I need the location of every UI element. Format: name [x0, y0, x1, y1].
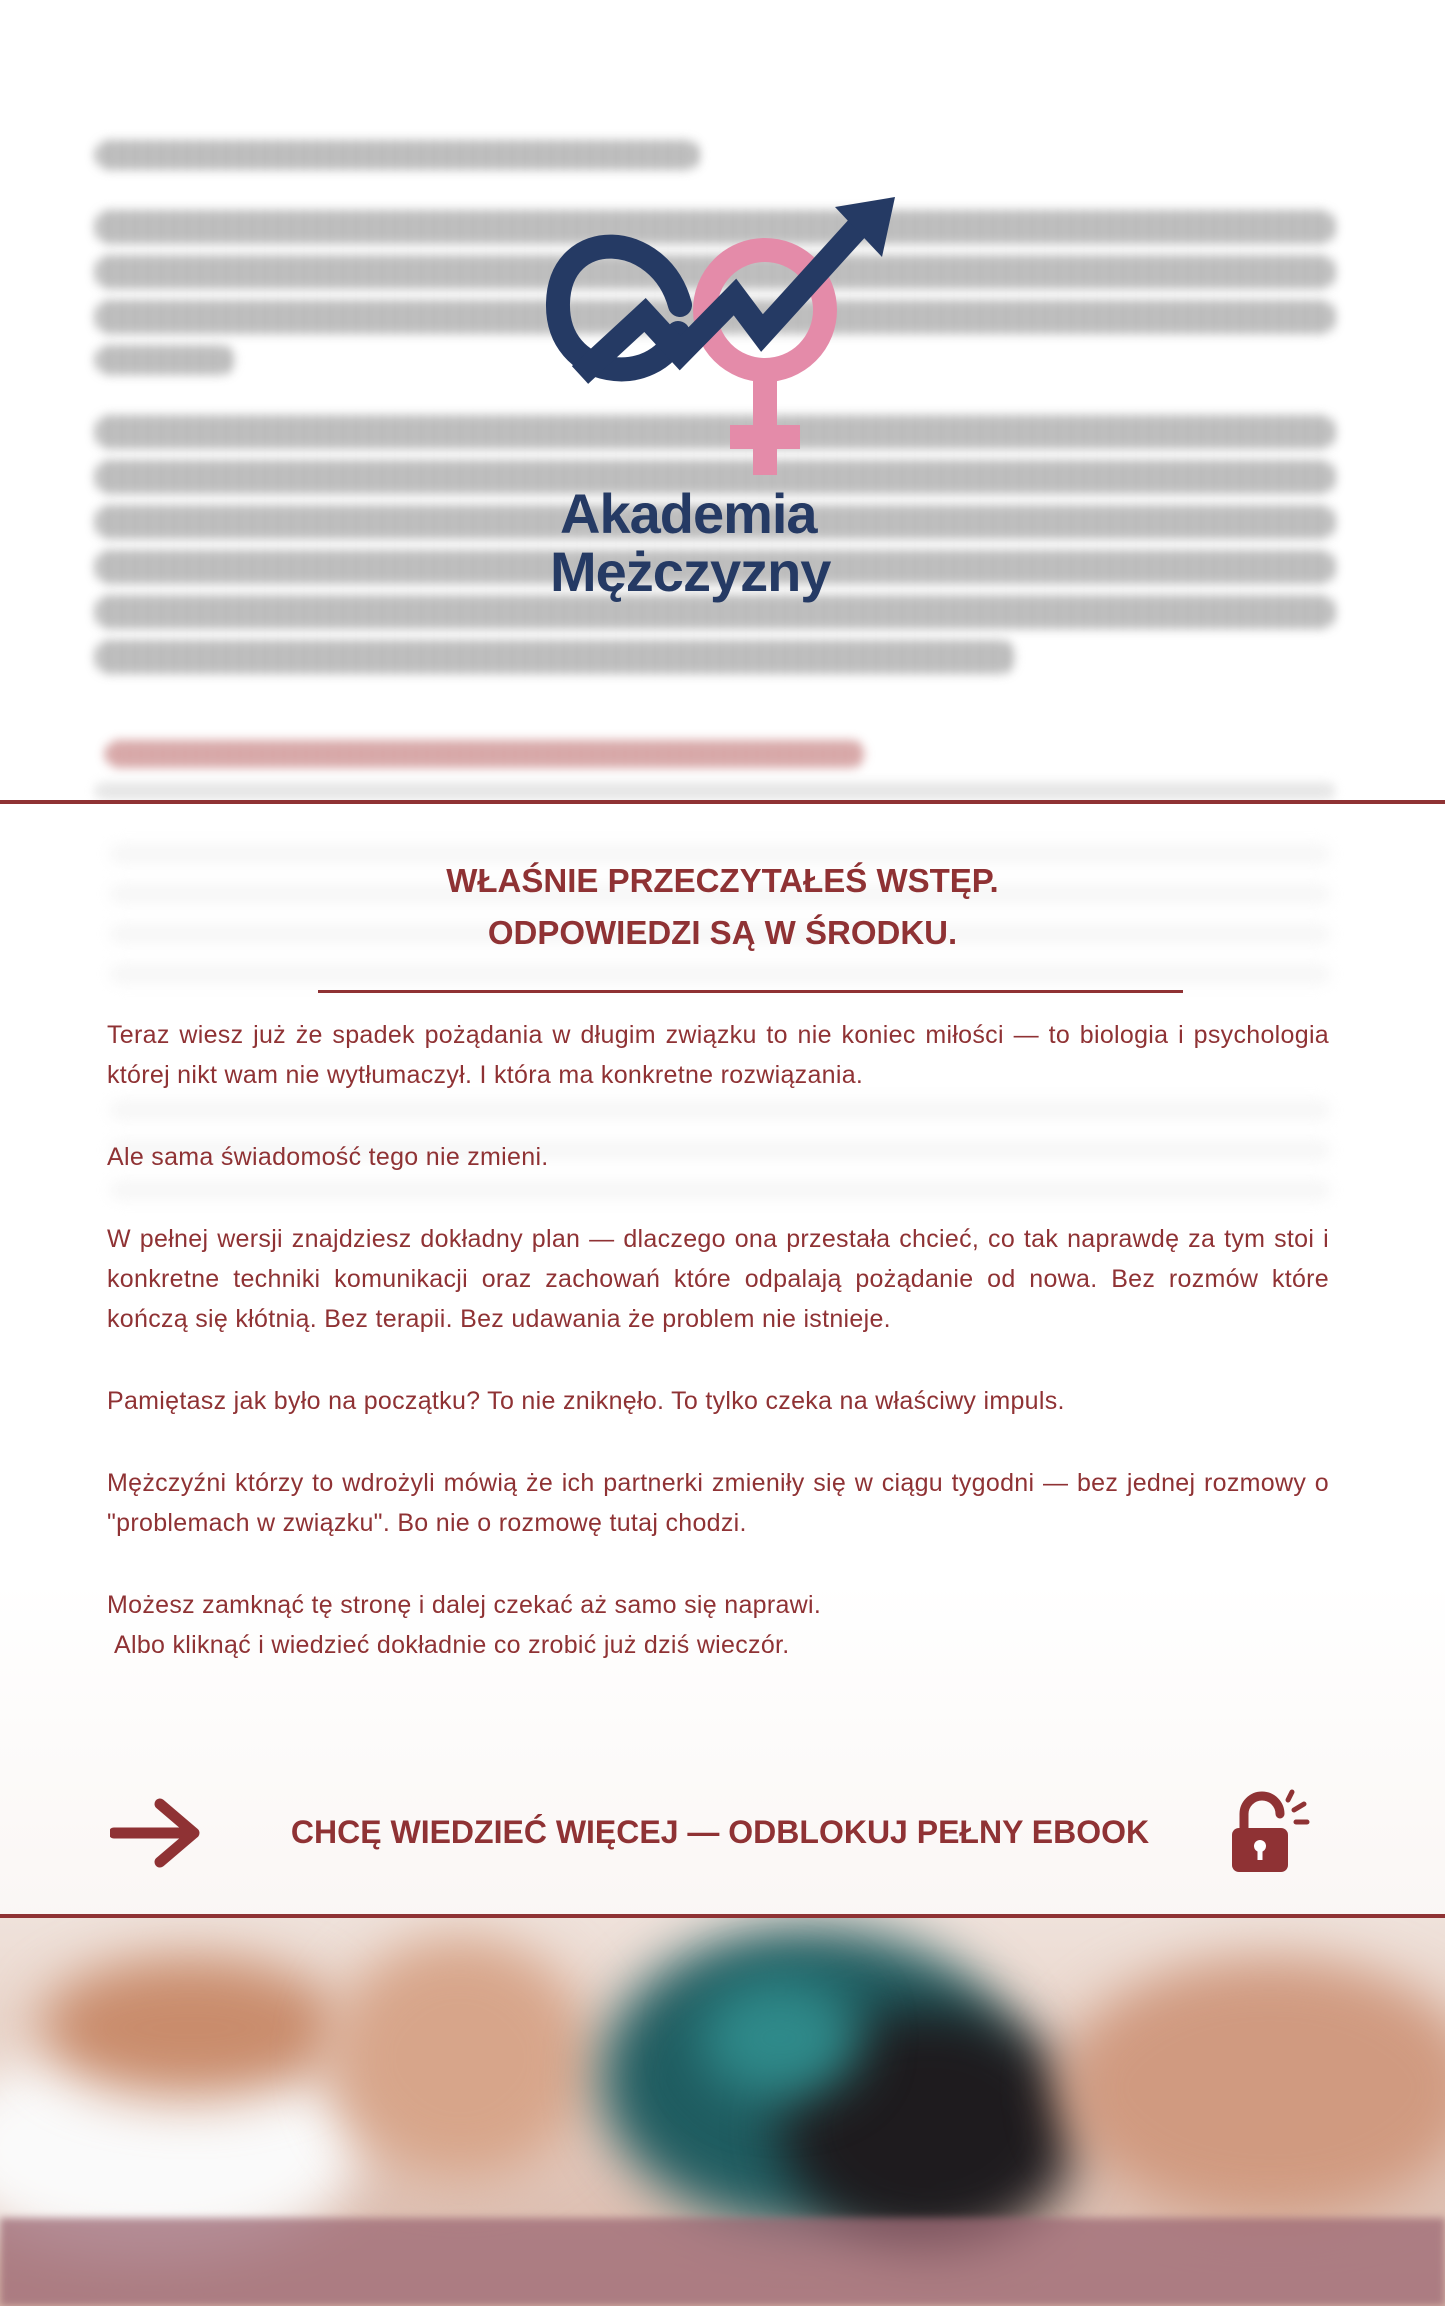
modal-headline — [0, 855, 1445, 959]
blurred-text-line — [95, 345, 235, 375]
photo-blob — [1060, 1958, 1445, 2218]
body-paragraph: W pełnej wersji znajdziesz dokładny plan — dlaczego ona przestała chcieć, co tak naprawdę za tym stoi i konkretne techniki komunikacji oraz zachowań które odpalają pożądanie od nowa. Bez rozmów które kończą się kłótnią. Bez terapii. Bez udawania że problem nie istnieje. — [107, 1225, 1329, 1333]
body-paragraph: Teraz wiesz już że spadek pożądania w długim związku to nie koniec miłości — to biologia i psychologia której nikt wam nie wytłumaczył. I która ma konkretne rozwiązania. — [107, 1021, 1329, 1089]
photo-blob — [700, 1978, 860, 2098]
ghost-text-line — [110, 964, 1330, 984]
blurred-text-line — [95, 640, 1015, 674]
closing-line-2: Albo kliknąć i wiedzieć dokładnie co zrobić już dziś wieczór. — [114, 1631, 790, 1659]
closing-line-1: Możesz zamknąć tę stronę i dalej czekać aż samo się naprawi. — [107, 1591, 822, 1619]
cta-label[interactable]: CHCĘ WIEDZIEĆ WIĘCEJ — ODBLOKUJ PEŁNY EBOOK — [290, 1814, 1150, 1850]
unlock-ebook-cta[interactable] — [110, 1788, 1330, 1878]
logo-wordmark-line2: Mężczyzny — [550, 540, 831, 603]
unlocked-padlock-icon — [1228, 1788, 1313, 1876]
headline-line-2: ODPOWIEDZI SĄ W ŚRODKU. — [487, 914, 958, 951]
photo-bottom-band — [0, 2218, 1445, 2306]
modal-body — [107, 1015, 1329, 1665]
body-paragraph: Ale sama świadomość tego nie zmieni. — [107, 1143, 549, 1171]
photo-blob — [40, 1958, 340, 2098]
body-paragraph: Pamiętasz jak było na początku? To nie zniknęło. To tylko czeka na właściwy impuls. — [107, 1387, 1065, 1415]
photo-blob — [330, 1938, 590, 2178]
blurred-background-photo — [0, 1918, 1445, 2306]
body-paragraph: Mężczyźni którzy to wdrożyli mówią że ich partnerki zmieniły się w ciągu tygodni — bez jednej rozmowy o "problemach w związku". Bo nie o rozmowę tutaj chodzi. — [107, 1469, 1329, 1537]
blurred-link-line — [105, 740, 865, 768]
headline-underline — [318, 990, 1183, 993]
logo-wordmark-line1: Akademia — [560, 482, 817, 545]
closing-paragraph — [107, 1585, 1329, 1665]
headline-line-1: WŁAŚNIE PRZECZYTAŁEŚ WSTĘP. — [446, 862, 999, 899]
arrow-right-icon — [110, 1798, 205, 1868]
blurred-text-line — [95, 140, 700, 170]
logo-wordmark — [550, 482, 910, 603]
blurred-text-line — [95, 782, 1335, 800]
